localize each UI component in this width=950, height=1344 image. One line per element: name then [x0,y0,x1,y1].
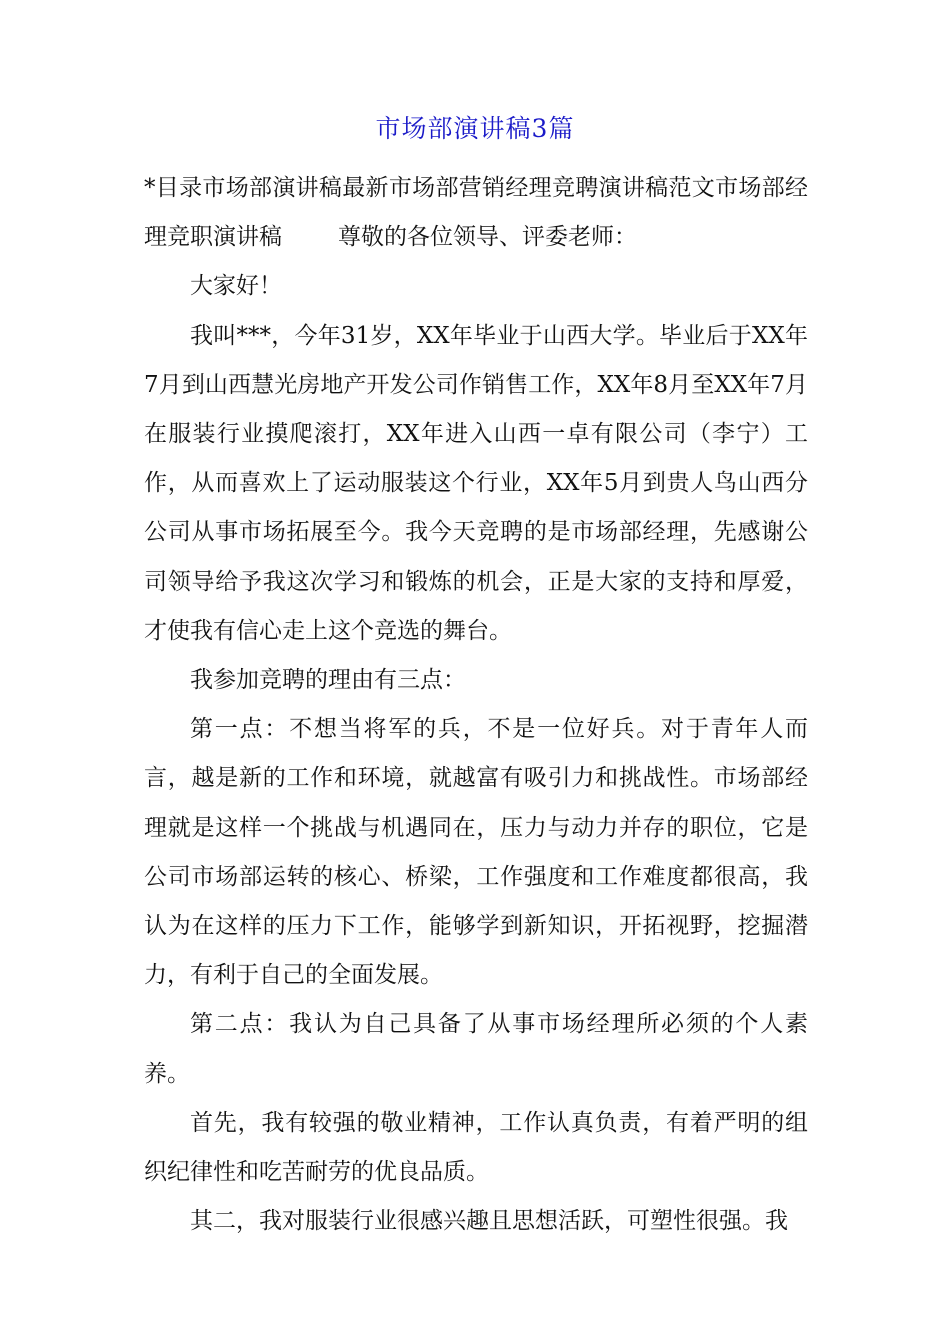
paragraph-greeting: 大家好！ [190,273,282,300]
paragraph-reasons-intro: 我参加竞聘的理由有三点： [190,667,466,694]
paragraph-point-two: 第二点：我认为自己具备了从事市场经理所必须的个人素养。 [144,1011,808,1087]
document-body [144,164,808,1246]
toc-line: *目录市场部演讲稿最新市场部营销经理竞聘演讲稿范文市场部经理竞职演讲稿 [144,175,808,251]
toc-paragraph [144,164,808,262]
paragraph-second: 其二，我对服装行业很感兴趣且思想活跃，可塑性很强。我 [190,1208,788,1235]
document-title: 市场部演讲稿3篇 [375,114,575,143]
paragraph-first: 首先，我有较强的敬业精神，工作认真负责，有着严明的组织纪律性和吃苦耐劳的优良品质。 [144,1109,808,1186]
salutation: 尊敬的各位领导、评委老师： [338,224,637,251]
paragraph-introduction: 我叫***，今年31岁，XX年毕业于山西大学。毕业后于XX年7月到山西慧光房地产开发公司作销售工作，XX年8月至XX年7月在服装行业摸爬滚打，XX年进入山西一卓有限公司（李宁）工作，从而喜欢上了运动服装这个行业，XX年5月到贵人鸟山西分公司从事市场拓展至今。我今天竞聘的是市场部经理，先感谢公司领导给予我这次学习和锻炼的机会，正是大家的支持和厚爱，才使我有信心走上这个竞选的舞台。 [144,322,808,644]
paragraph-point-one: 第一点：不想当将军的兵，不是一位好兵。对于青年人而言，越是新的工作和环境，就越富有吸引力和挑战性。市场部经理就是这样一个挑战与机遇同在，压力与动力并存的职位，它是公司市场部运转的核心、桥梁，工作强度和工作难度都很高，我认为在这样的压力下工作，能够学到新知识，开拓视野，挖掘潜力，有利于自己的全面发展。 [144,716,808,989]
